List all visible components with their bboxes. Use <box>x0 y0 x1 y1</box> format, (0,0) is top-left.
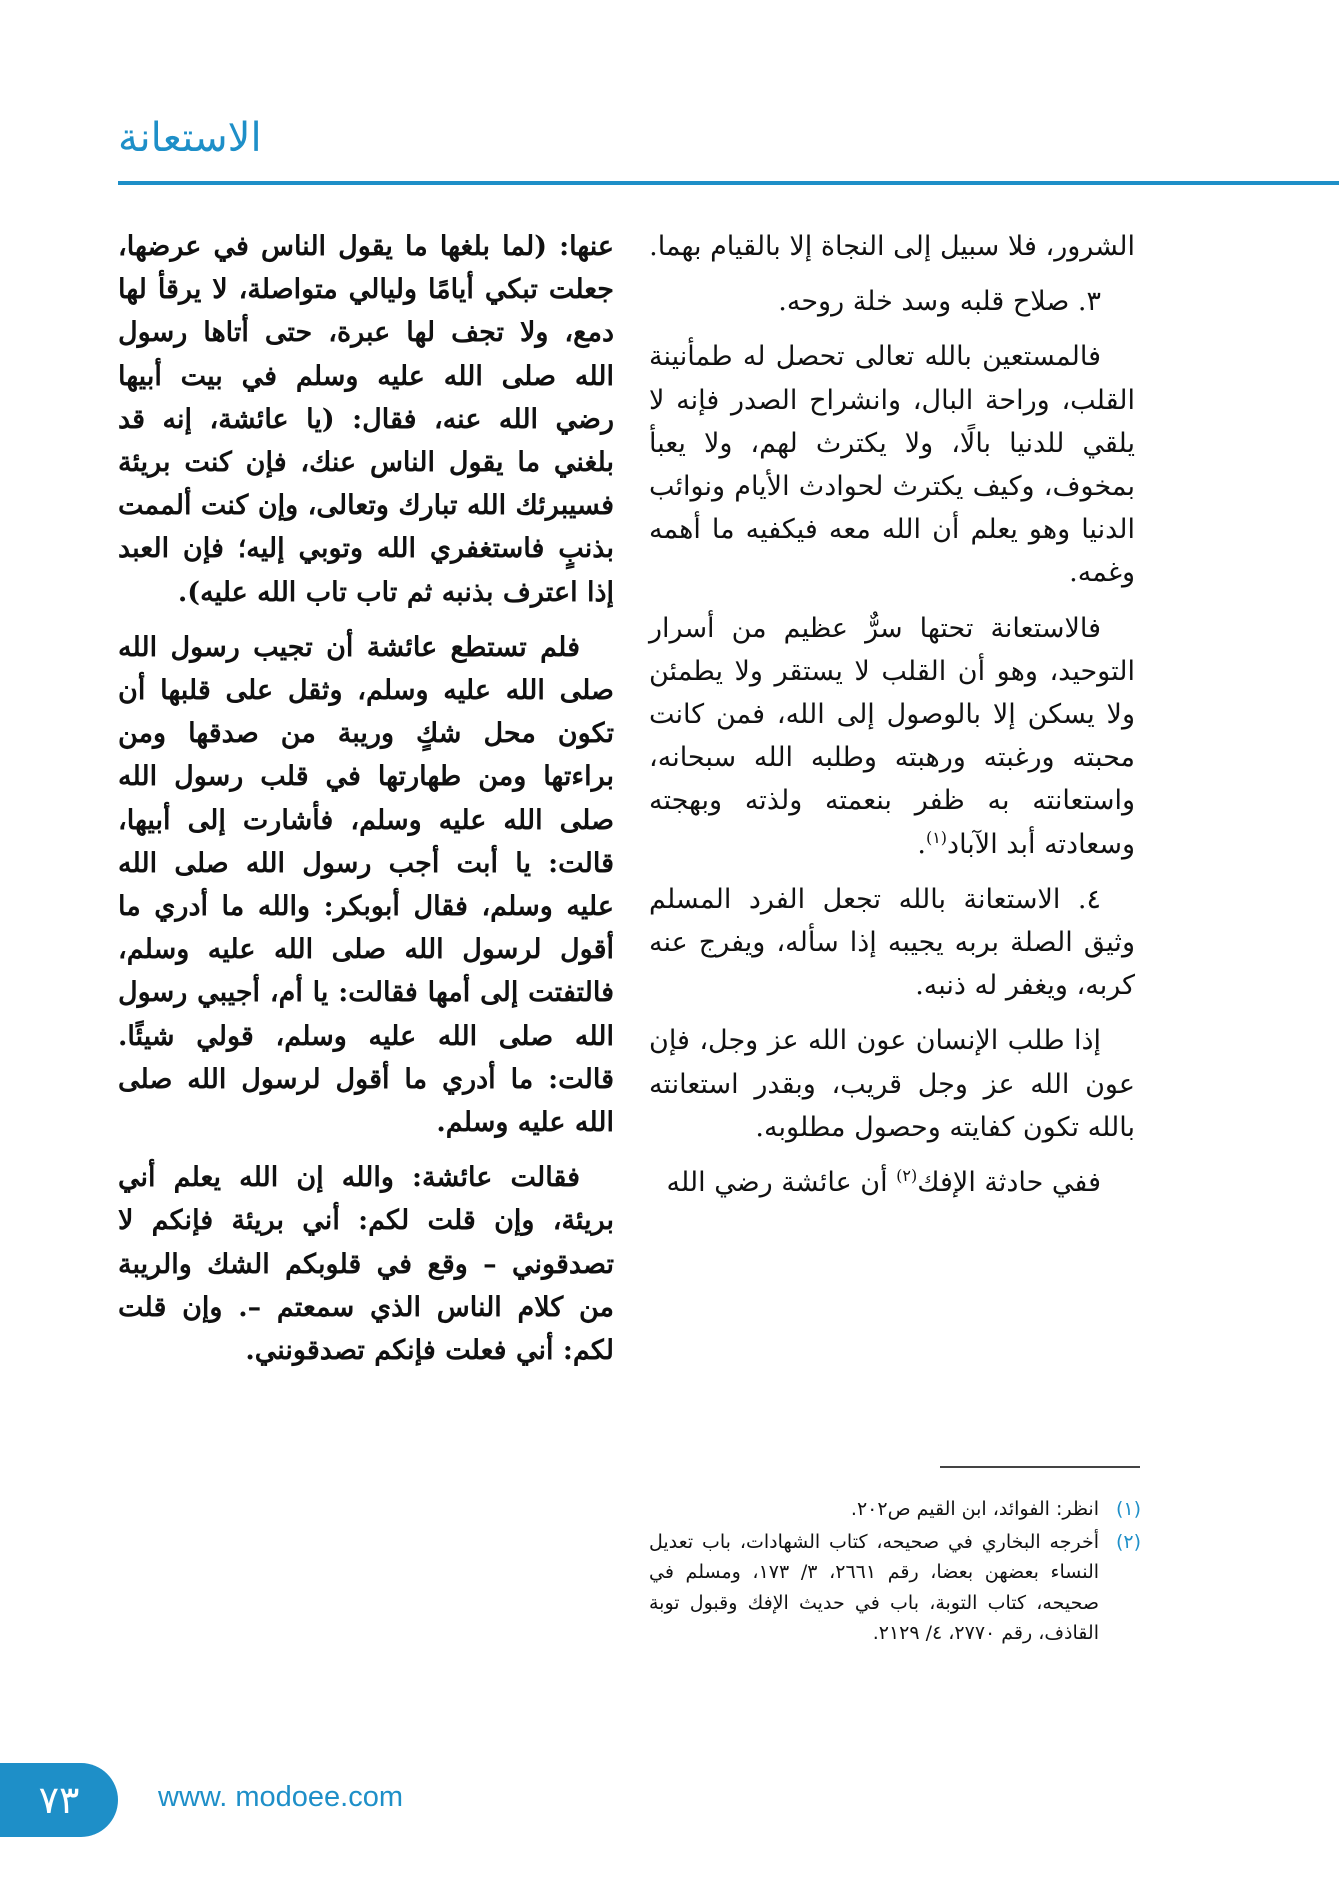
paragraph <box>649 1161 1135 1204</box>
footnote-item <box>649 1527 1141 1649</box>
footnote-divider <box>940 1466 1140 1468</box>
chapter-title: الاستعانة <box>118 115 262 161</box>
left-column <box>118 225 614 1384</box>
footnote-number: (١) <box>1115 1498 1141 1520</box>
numbered-point-3: ٣. صلاح قلبه وسد خلة روحه. <box>778 286 1101 318</box>
footnote-number: (٢) <box>1115 1530 1141 1553</box>
header-rule <box>118 181 1339 185</box>
footnote-mark-2[interactable]: (٢) <box>896 1166 918 1186</box>
paragraph: فقالت عائشة: والله إن الله يعلم أني بريئة، وإن قلت لكم: أني بريئة فإنكم لا تصدقوني – وقع في قلوبكم الشك والريبة من كلام الناس الذي سمعتم –. وإن قلت لكم: أني فعلت فإنكم تصدقونني. <box>118 1162 614 1367</box>
footnote-mark-1[interactable]: (١) <box>925 827 948 847</box>
right-column <box>649 225 1135 1216</box>
page-number: ٧٣ <box>38 1778 80 1822</box>
page-number-tab <box>0 1763 118 1837</box>
footnote-item <box>649 1494 1141 1525</box>
paragraph: الشرور، فلا سبيل إلى النجاة إلا بالقيام بهما. <box>649 231 1135 262</box>
footnotes <box>649 1494 1141 1651</box>
website-link[interactable]: www. modoee.com <box>158 1781 403 1813</box>
paragraph: إذا طلب الإنسان عون الله عز وجل، فإن عون الله عز وجل قريب، وبقدر استعانته بالله تكون كفايته وحصول مطلوبه. <box>649 1025 1135 1143</box>
footnote-text: انظر: الفوائد، ابن القيم ص٢٠٢. <box>850 1498 1099 1520</box>
numbered-point-4: ٤. الاستعانة بالله تجعل الفرد المسلم وثيق الصلة بربه يجيبه إذا سأله، ويفرج عنه كربه، ويغفر له ذنبه. <box>649 883 1135 1002</box>
footnote-text: أخرجه البخاري في صحيحه، كتاب الشهادات، باب تعديل النساء بعضهن بعضا، رقم ٢٦٦١، ٣/ ١٧٣، ومسلم في صحيحه، كتاب التوبة، باب في حديث الإفك وقبول توبة القاذف، رقم ٢٧٧٠، ٤/ ٢١٢٩. <box>649 1530 1100 1644</box>
paragraph: عنها: (لما بلغها ما يقول الناس في عرضها، جعلت تبكي أيامًا وليالي متواصلة، لا يرقأ لها دمع، ولا تجف لها عبرة، حتى أتاها رسول الله صلى الله عليه وسلم في بيت أبيها رضي الله عنه، فقال: (يا عائشة، إنه قد بلغني ما يقول الناس عنك، فإن كنت بريئة فسيبرئك الله تبارك وتعالى، وإن كنت ألممت بذنبٍ فاستغفري الله وتوبي إليه؛ فإن العبد إذا اعترف بذنبه ثم تاب تاب الله عليه). <box>118 231 614 608</box>
paragraph-text-continued: أن عائشة رضي الله <box>666 1167 897 1199</box>
period: . <box>917 828 926 860</box>
paragraph-text: فالاستعانة تحتها سرٌّ عظيم من أسرار التوحيد، وهو أن القلب لا يستقر ولا يطمئن ولا يسكن إلا بالوصول إلى الله، فمن كانت محبته ورغبته ورهبته وطلبه الله سبحانه، واستعانته به ظفر بنعمته ولذته وبهجته وسعادته أبد الآباد <box>649 612 1135 860</box>
paragraph: فالمستعين بالله تعالى تحصل له طمأنينة القلب، وراحة البال، وانشراح الصدر فإنه لا يلقي للدنيا بالًا، ولا يكترث لهم، ولا يعبأ بمخوف، وكيف يكترث لحوادث الأيام ونوائب الدنيا وهو يعلم أن الله معه فيكفيه ما أهمه وغمه. <box>649 341 1135 589</box>
paragraph: فلم تستطع عائشة أن تجيب رسول الله صلى الله عليه وسلم، وثقل على قلبها أن تكون محل شكٍ وريبة من صدقها ومن براءتها ومن طهارتها في قلب رسول الله صلى الله عليه وسلم، فأشارت إلى أبيها، قالت: يا أبت أجب رسول الله صلى الله عليه وسلم، فقال أبوبكر: والله ما أدري ما أقول لرسول الله صلى الله عليه وسلم، فالتفتت إلى أمها فقالت: يا أم، أجيبي رسول الله صلى الله عليه وسلم، قولي شيئًا. قالت: ما أدري ما أقول لرسول الله صلى الله عليه وسلم. <box>118 631 614 1139</box>
paragraph-text: ففي حادثة الإفك <box>917 1167 1101 1199</box>
paragraph <box>649 607 1135 866</box>
